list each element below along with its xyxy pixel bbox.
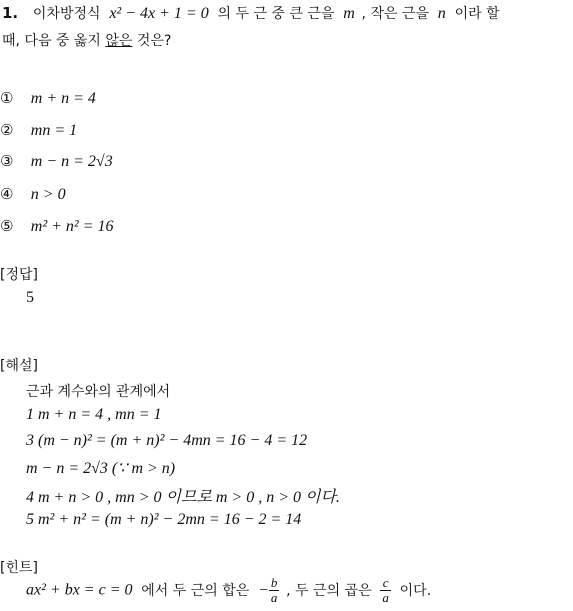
hint-frac2-den: a bbox=[382, 590, 389, 605]
hint-fraction-product bbox=[380, 576, 391, 605]
choice-mark: ④ bbox=[0, 185, 14, 203]
choice-5 bbox=[0, 217, 114, 236]
answer-value: 5 bbox=[26, 289, 34, 306]
choice-expr: mn = 1 bbox=[30, 122, 78, 139]
choice-expr: n > 0 bbox=[30, 186, 66, 203]
hint-text-2: , 두 근의 곱은 bbox=[286, 582, 372, 599]
question-text-c: , 작은 근을 bbox=[361, 6, 429, 22]
hint-line bbox=[26, 576, 431, 605]
explanation-label: [해설] bbox=[0, 358, 38, 374]
hint-text-3: 이다. bbox=[399, 582, 432, 599]
question-equation: x² − 4x + 1 = 0 bbox=[109, 5, 209, 22]
choice-3 bbox=[0, 152, 113, 171]
explanation-line-6: 5 m² + n² = (m + n)² − 2mn = 16 − 2 = 14 bbox=[26, 511, 302, 528]
choice-4 bbox=[0, 185, 66, 204]
question-number: 1. bbox=[2, 4, 19, 22]
choice-mark: ③ bbox=[0, 152, 14, 170]
question-line-2 bbox=[2, 30, 171, 50]
question-var-n: n bbox=[437, 5, 446, 22]
hint-frac1-num: b bbox=[270, 575, 278, 590]
choice-expr: m − n = 2√3 bbox=[30, 153, 113, 170]
question-text-b: 의 두 근 중 큰 근을 bbox=[217, 6, 335, 22]
answer-label: [정답] bbox=[0, 267, 38, 283]
hint-text-1: 에서 두 근의 합은 bbox=[141, 582, 250, 599]
hint-frac1-den: a bbox=[270, 590, 278, 605]
question-line2-pre: 때, 다음 중 옳지 bbox=[2, 33, 101, 49]
question-var-m: m bbox=[343, 5, 355, 22]
question-text-d: 이라 할 bbox=[454, 6, 500, 22]
question-underlined-word: 않은 bbox=[105, 33, 133, 49]
choice-mark: ② bbox=[0, 121, 14, 139]
hint-label: [힌트] bbox=[0, 560, 38, 576]
explanation-line-3: 3 (m − n)² = (m + n)² − 4mn = 16 − 4 = 12 bbox=[26, 432, 308, 449]
hint-fraction-sum bbox=[269, 576, 280, 605]
choice-mark: ① bbox=[0, 89, 14, 107]
choice-mark: ⑤ bbox=[0, 217, 14, 235]
explanation-line-1: 근과 계수와의 관계에서 bbox=[26, 384, 171, 400]
choice-2 bbox=[0, 121, 77, 140]
explanation-line-2: 1 m + n = 4 , mn = 1 bbox=[26, 406, 162, 423]
question-line2-post: 것은? bbox=[136, 33, 172, 49]
hint-equation: ax² + bx = c = 0 bbox=[26, 581, 133, 599]
choice-1 bbox=[0, 89, 96, 108]
question-text-a: 이차방정식 bbox=[32, 6, 101, 22]
choice-expr: m + n = 4 bbox=[30, 90, 96, 107]
hint-frac2-num: c bbox=[380, 576, 391, 591]
question-line-1 bbox=[2, 3, 500, 23]
hint-minus: − bbox=[258, 581, 269, 599]
explanation-line-5: 4 m + n > 0 , mn > 0 이므로 m > 0 , n > 0 이다. bbox=[26, 489, 340, 506]
choice-expr: m² + n² = 16 bbox=[30, 218, 114, 235]
explanation-line-4: m − n = 2√3 (∵ m > n) bbox=[26, 460, 176, 477]
